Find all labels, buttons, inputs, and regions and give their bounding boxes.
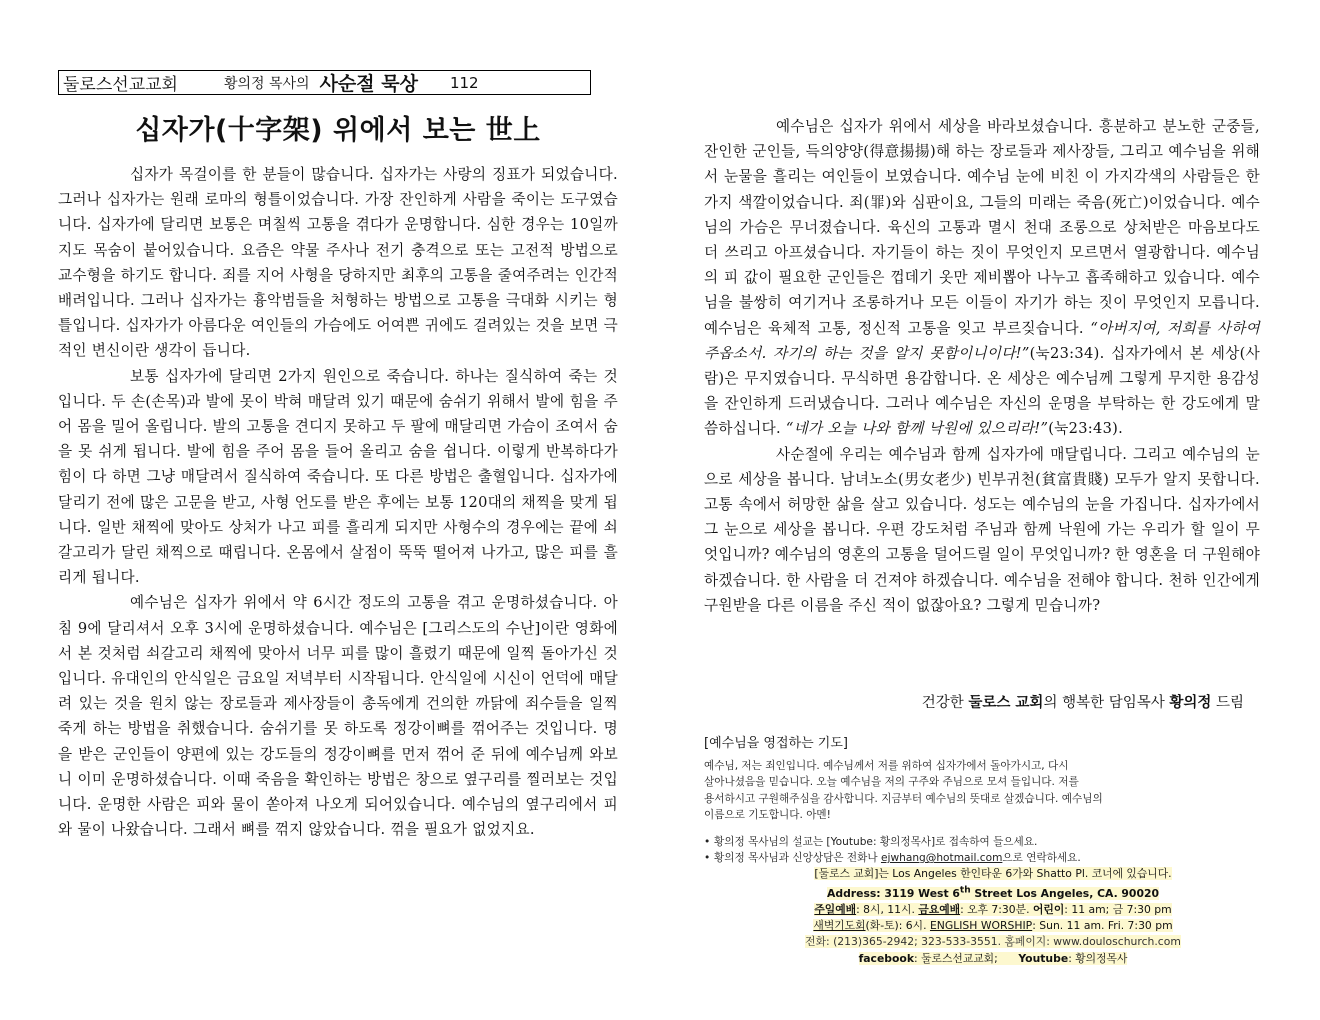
note-sermon — [704, 834, 1260, 850]
text-run: 의 행복한 담임목사 — [1043, 695, 1170, 711]
dawn-text — [813, 919, 1172, 932]
signature — [704, 691, 1244, 712]
youtube-label: Youtube — [1018, 951, 1069, 965]
text-run: 예수님은 십자가 위에서 세상을 바라보셨습니다. 흥분하고 분노한 군중들, 잔인한 군인들, 득의양양(得意揚揚)해 하는 장로들과 제사장들, 그리고 예수님을 위해서 눈물을 흘리는 여인들이 보였습니다. 예수님 눈에 비친 이 가지각색의 사람들은 한 가지 색깔이었습니다. 죄(罪)와 심판이요, 그들의 미래는 죽음(死亡)이었습니다. 예수님의 가슴은 무너졌습니다. 육신의 고통과 멸시 천대 조롱으로 상처받은 마음보다도 더 쓰리고 아프셨습니다. 자기들이 하는 짓이 무엇인지 모르면서 열광합니다. 예수님의 피 값이 필요한 군인들은 껍데기 옷만 제비뽑아 나누고 흡족해하고 있습니다. 예수님을 불쌍히 여기거나 조롱하거나 모든 이들이 자기가 하는 짓이 무엇인지 모릅니다. 예수님은 육체적 고통, 정신적 고통을 잊고 부르짖습니다. — [704, 118, 1260, 337]
paragraph: 사순절에 우리는 예수님과 함께 십자가에 매달립니다. 그리고 예수님의 눈으로 세상을 봅니다. 남녀노소(男女老少) 빈부귀천(貧富貴賤) 모두가 알지 못합니다. 고통 속에서 허망한 삶을 살고 있습니다. 성도는 예수님의 눈을 가집니다. 십자가에서 그 눈으로 세상을 봅니다. 우편 강도처럼 주님과 함께 낙원에 가는 우리가 할 일이 무엇입니까? 예수님의 영혼의 고통을 덜어드릴 일이 무엇입니까? 한 영혼을 더 구원해야 하겠습니다. 한 사람을 더 건져야 하겠습니다. 예수님을 전해야 합니다. 천하 인간에게 구원받을 다른 이름을 주신 적이 없잖아요? 그렇게 믿습니까? — [704, 445, 1260, 614]
signature-church: 둘로스 교회 — [968, 695, 1044, 711]
signature-name: 황의정 — [1169, 695, 1212, 711]
prayer-text — [704, 758, 1244, 823]
address-text — [827, 887, 1159, 900]
paragraph — [704, 114, 1260, 442]
article-title: 십자가(十字架) 위에서 보는 世上 — [135, 115, 541, 146]
contact-text: 전화: (213)365-2942; 323-533-3551. 홈페이지: www.douloschurch.com — [805, 935, 1181, 949]
series-title: 사순절 묵상 — [319, 73, 418, 95]
email-link[interactable]: ejwhang@hotmail.com — [880, 852, 1003, 864]
text-run: : 둘로스선교교회; — [914, 951, 998, 965]
paragraph: 예수님은 십자가 위에서 약 6시간 정도의 고통을 겪고 운명하셨습니다. 아침 9에 달리셔서 오후 3시에 운명하셨습니다. 예수님은 [그리스도의 수난]이란 영화에서 본 것처럼 쇠갈고리 채찍에 맞아서 너무 피를 많이 흘렸기 때문에 일찍 돌아가신 것입니다. 유대인의 안식일은 금요일 저녁부터 시작됩니다. 안식일에 시신이 언덕에 매달려 있는 것을 원치 않는 장로들과 제사장들이 총독에게 건의한 까닭에 죄수들을 일찍 죽게 하는 방법을 취했습니다. 숨쉬기를 못 하도록 정강이뼈를 꺾어주는 것입니다. 명을 받은 군인들이 양편에 있는 강도들의 정강이뼈를 먼저 꺾어 준 뒤에 예수님께 와보니 이미 운명하셨습니다. 이때 죽음을 확인하는 방법은 창으로 옆구리를 찔러보는 것입니다. 운명한 사람은 피와 물이 쏟아져 나오게 되어있습니다. 예수님의 옆구리에서 피와 물이 나왔습니다. 그래서 뼈를 꺾지 않았습니다. 꺾을 필요가 없었지요. — [58, 594, 618, 839]
text-run: 황의정 목사님과 신앙상담은 전화나 — [714, 852, 881, 864]
friday-label: 금요예배 — [918, 903, 961, 916]
text-run: Street Los Angeles, CA. 90020 — [970, 886, 1159, 900]
info-contact — [744, 934, 1242, 950]
text-run: : 11 am; 금 7:30 pm — [1064, 903, 1172, 916]
english-label: ENGLISH WORSHIP — [929, 919, 1033, 933]
kids-label: 어린이 — [1032, 903, 1065, 916]
text-run: 건강한 — [921, 695, 969, 711]
info-dawn — [744, 918, 1242, 934]
info-location — [744, 866, 1242, 882]
header-box — [58, 70, 591, 95]
text-run: 황의정 목사님의 설교는 [Youtube: 황의정목사]로 접속하여 들으세요. — [714, 836, 1038, 848]
text-run: (눅23:34). 십자가에서 본 세상(사람)은 무지였습니다. 무식하면 용감합니다. 온 세상은 예수님께 그렇게 무지한 용감성을 잔인하게 드러냈습니다. 그러나 예수님은 자신의 운명을 부탁하는 한 강도에게 말씀하십니다. — [704, 344, 1260, 438]
text-run: : 오후 7:30분. — [960, 903, 1033, 916]
location-text: [둘로스 교회]는 Los Angeles 한인타운 6가와 Shatto Pl. 코너에 있습니다. — [814, 867, 1172, 880]
info-social — [744, 951, 1242, 967]
church-name: 둘로스선교교회 — [63, 75, 178, 95]
paragraph: 십자가 목걸이를 한 분들이 많습니다. 십자가는 사랑의 징표가 되었습니다. 그러나 십자가는 원래 로마의 형틀이었습니다. 가장 잔인하게 사람을 죽이는 도구였습니다. 십자가에 달리면 보통은 며칠씩 고통을 겪다가 운명합니다. 심한 경우는 10일까지도 목숨이 붙어있습니다. 요즘은 약물 주사나 전기 충격으로 또는 고전적 방법으로 교수형을 하기도 합니다. 죄를 지어 사형을 당하지만 최후의 고통을 줄여주려는 인간적 배려입니다. 그러나 십자가는 흉악범들을 처형하는 방법으로 고통을 극대화 시키는 형틀입니다. 십자가가 아름다운 여인들의 가슴에도 어여쁜 귀에도 걸려있는 것을 보면 극적인 변신이란 생각이 듭니다. — [58, 166, 618, 360]
church-info — [744, 866, 1242, 967]
pastor-label: 황의정 목사의 — [223, 75, 310, 92]
info-services — [744, 902, 1242, 918]
prayer-line: 예수님, 저는 죄인입니다. 예수님께서 저를 위하여 십자가에서 돌아가시고, 다시 — [704, 760, 1069, 772]
info-address — [744, 882, 1242, 902]
prayer-line: 살아나셨음을 믿습니다. 오늘 예수님을 저의 구주와 주님으로 모셔 들입니다. 저를 — [704, 776, 1079, 789]
facebook-label: facebook — [858, 951, 915, 965]
prayer-title: [예수님을 영접하는 기도] — [704, 736, 848, 751]
bible-quote: “네가 오늘 나와 함께 낙원에 있으리라!” — [785, 420, 1049, 438]
dawn-label: 새벽기도회 — [813, 919, 866, 933]
issue-number: 112 — [449, 73, 479, 92]
text-run: : Sun. 11 am. Fri. 7:30 pm — [1032, 919, 1173, 933]
sunday-label: 주일예배 — [814, 903, 857, 916]
text-run: 으로 연락하세요. — [1002, 852, 1081, 864]
left-body — [58, 162, 618, 842]
notes — [704, 834, 1260, 866]
paragraph: 보통 십자가에 달리면 2가지 원인으로 죽습니다. 하나는 질식하여 죽는 것입니다. 두 손(손목)과 발에 못이 박혀 매달려 있기 때문에 숨쉬기 위해서 발에 힘을 주어 몸을 밀어 올립니다. 발의 고통을 견디지 못하고 두 팔에 매달리면 가슴이 조여서 숨을 못 쉬게 됩니다. 발에 힘을 주어 몸을 들어 올리고 숨을 쉽니다. 이렇게 반복하다가 힘이 다 하면 그냥 매달려서 질식하여 죽습니다. 또 다른 방법은 출혈입니다. 십자가에 달리기 전에 많은 고문을 받고, 사형 언도를 받은 후에는 보통 120대의 채찍을 맞게 됩니다. 일반 채찍에 맞아도 상처가 나고 피를 흘리게 되지만 사형수의 경우에는 끝에 쇠갈고리가 달린 채찍으로 때립니다. 온몸에서 살점이 뚝뚝 떨어져 나가고, 많은 피를 흘리게 됩니다. — [58, 367, 618, 587]
bullet-icon: • — [704, 836, 711, 848]
text-run: : 황의정목사 — [1068, 951, 1128, 965]
superscript: th — [959, 885, 971, 896]
services-text — [814, 903, 1171, 916]
social-text — [859, 952, 1128, 965]
bullet-icon: • — [704, 852, 711, 864]
bible-quote: “아버지여, 저희를 사하여 주옵소서. 자기의 하는 것을 알지 못함이니이다!” — [704, 319, 1260, 362]
note-counsel — [704, 850, 1260, 866]
text-run: : 8시, 11시. — [856, 903, 919, 916]
text-run: Address: 3119 West 6 — [826, 886, 960, 900]
text-run: (화-토): 6시. — [865, 919, 930, 933]
prayer-line: 이름으로 기도합니다. 아멘! — [704, 808, 831, 821]
text-run: (눅23:43). — [1048, 420, 1124, 438]
prayer-line: 용서하시고 구원해주심을 감사합니다. 지금부터 예수님의 뜻대로 살겠습니다. 예수님의 — [704, 792, 1103, 805]
text-run: 드림 — [1211, 695, 1244, 711]
right-body — [704, 114, 1260, 618]
